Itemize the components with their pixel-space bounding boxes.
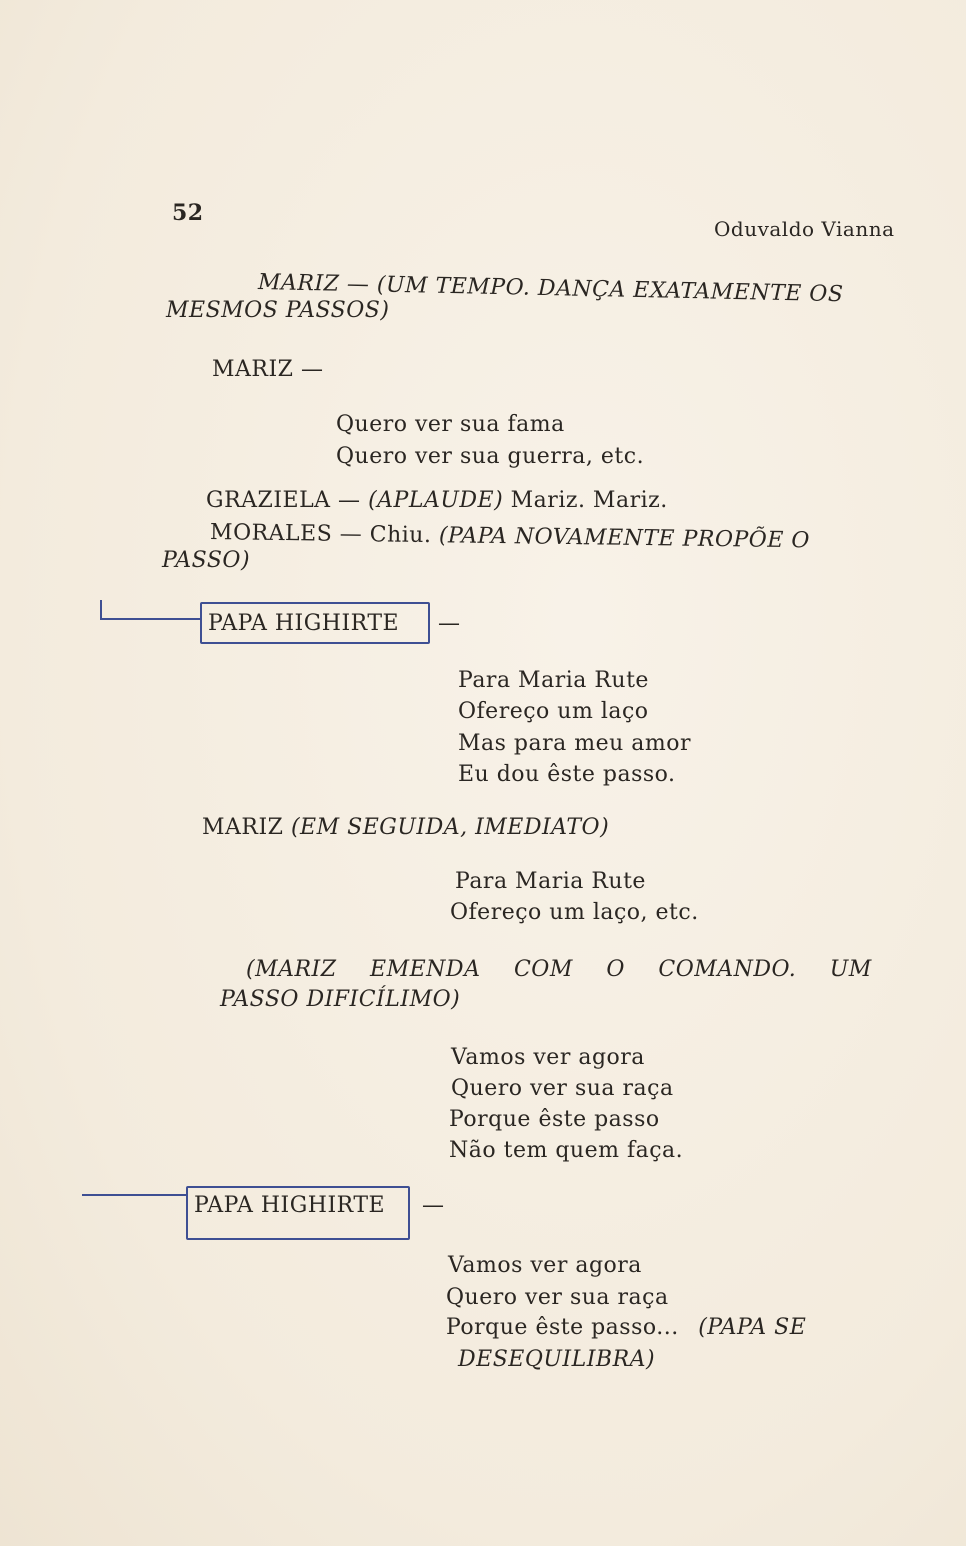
page-number: 52 (172, 200, 204, 226)
verse-line: Mas para meu amor (458, 731, 692, 756)
verse-line: Não tem quem faça. (449, 1138, 684, 1163)
stage-direction: MESMOS PASSOS) (166, 298, 390, 323)
stage-direction: PASSO DIFICÍLIMO) (220, 987, 461, 1012)
stage-direction: (PAPA SE (698, 1315, 807, 1340)
dialogue-text: Mariz. Mariz. (510, 488, 668, 513)
stage-direction: (PAPA NOVAMENTE PROPÕE O (438, 523, 811, 554)
stage-direction: MARIZ — (UM TEMPO. DANÇA EXATAMENTE OS (257, 270, 844, 308)
stage-direction: (MARIZ EMENDA COM O COMANDO. UM (246, 957, 872, 982)
verse-line: Quero ver sua guerra, etc. (336, 444, 645, 469)
dialogue-line (210, 520, 810, 554)
verse-line: Porque êste passo... (446, 1315, 679, 1340)
dialogue-line (446, 1315, 806, 1341)
running-header-author: Oduvaldo Vianna (714, 217, 895, 241)
verse-line: Para Maria Rute (458, 668, 649, 693)
speaker-name: MORALES — (209, 520, 363, 548)
verse-line: Ofereço um laço (458, 699, 649, 724)
verse-line: Quero ver sua fama (336, 412, 565, 437)
verse-line: Ofereço um laço, etc. (450, 900, 699, 925)
stage-direction: DESEQUILIBRA) (458, 1347, 656, 1372)
verse-line: Porque êste passo (449, 1107, 660, 1132)
pen-arrow-line (82, 1194, 186, 1196)
verse-line: Eu dou êste passo. (458, 762, 676, 787)
verse-line: Vamos ver agora (448, 1253, 642, 1278)
dialogue-text: Chiu. (369, 522, 432, 549)
stage-direction: (APLAUDE) (368, 488, 504, 513)
pen-arrow-hook (100, 600, 102, 620)
stage-direction: (EM SEGUIDA, IMEDIATO) (290, 815, 610, 840)
dash: — (422, 1193, 445, 1218)
speaker-name: GRAZIELA — (206, 488, 361, 513)
dialogue-line (206, 488, 668, 514)
speaker-name: PAPA HIGHIRTE (208, 611, 400, 636)
verse-line: Quero ver sua raça (451, 1076, 674, 1101)
verse-line: Quero ver sua raça (446, 1285, 669, 1310)
speaker-name: MARIZ — (212, 357, 324, 382)
dash: — (438, 611, 461, 636)
stage-direction: PASSO) (162, 548, 251, 573)
dialogue-line (202, 815, 609, 841)
verse-line: Vamos ver agora (451, 1045, 645, 1070)
verse-line: Para Maria Rute (455, 869, 646, 894)
pen-arrow-line (100, 618, 200, 620)
speaker-name: MARIZ (202, 815, 284, 840)
speaker-name: PAPA HIGHIRTE (194, 1193, 386, 1218)
